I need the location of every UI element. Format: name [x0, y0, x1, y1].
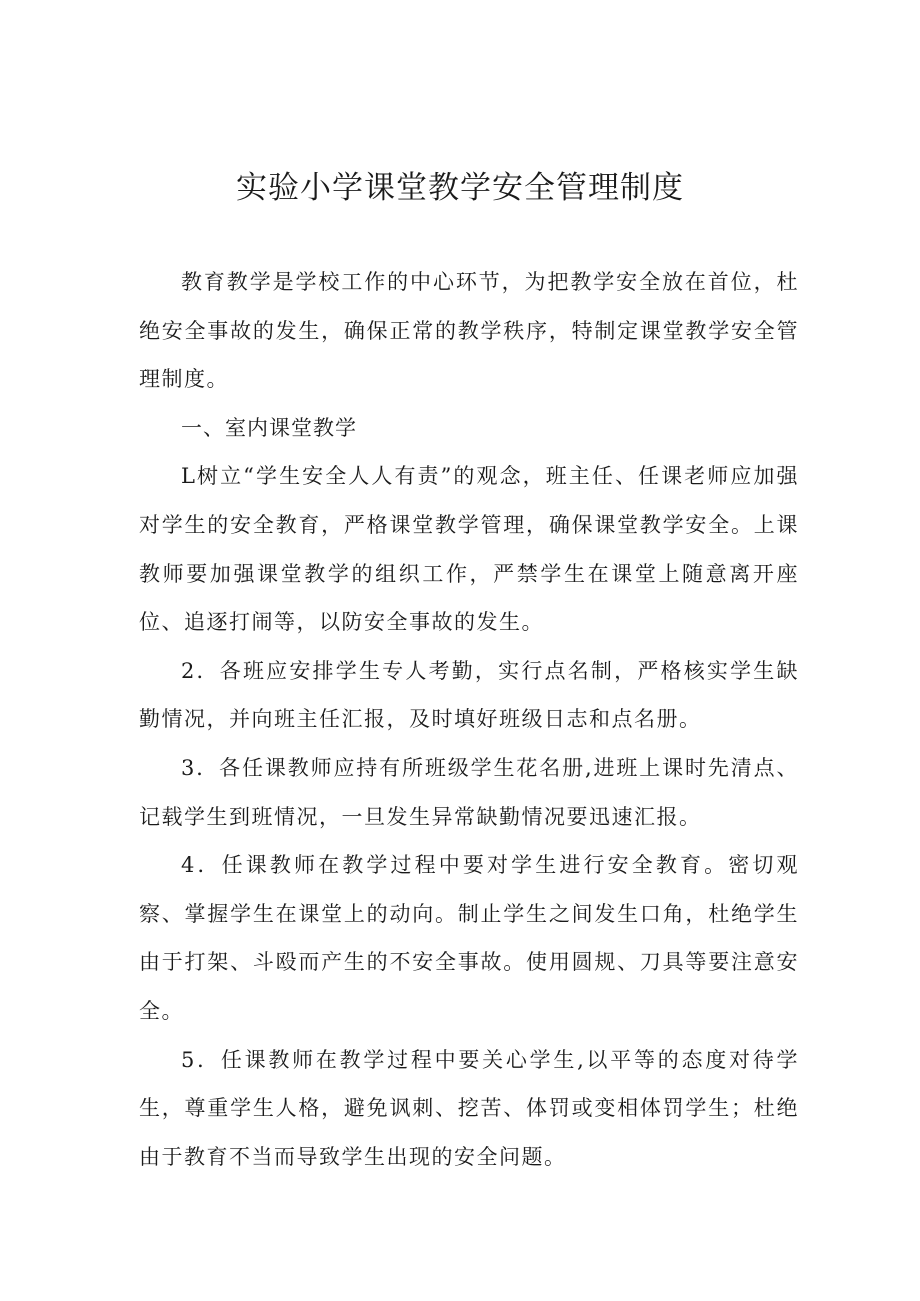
section-heading: 一、室内课堂教学 [181, 415, 357, 440]
list-item-3: 3．各任课教师应持有所班级学生花名册,进班上课时先清点、记载学生到班情况，一旦发生异常缺勤情况要迅速汇报。 [139, 755, 799, 829]
list-item-5: 5．任课教师在教学过程中要关心学生,以平等的态度对待学生，尊重学生人格，避免讽刺、挖苦、体罚或变相体罚学生；杜绝由于教育不当而导致学生出现的安全问题。 [139, 1047, 799, 1169]
document-title: 实验小学课堂教学安全管理制度 [236, 170, 684, 206]
document-body [139, 258, 799, 1181]
list-item-1: L树立“学生安全人人有责”的观念，班主任、任课老师应加强对学生的安全教育，严格课堂教学管理，确保课堂教学安全。上课教师要加强课堂教学的组织工作，严禁学生在课堂上随意离开座位、追逐打闹等，以防安全事故的发生。 [139, 464, 799, 635]
list-item-4: 4．任课教师在教学过程中要对学生进行安全教育。密切观察、掌握学生在课堂上的动向。制止学生之间发生口角，杜绝学生由于打架、斗殴而产生的不安全事故。使用圆规、刀具等要注意安全。 [139, 853, 799, 1023]
list-item-2: 2．各班应安排学生专人考勤，实行点名制，严格核实学生缺勤情况，并向班主任汇报，及时填好班级日志和点名册。 [139, 658, 799, 732]
intro-paragraph: 教育教学是学校工作的中心环节，为把教学安全放在首位，杜绝安全事故的发生，确保正常的教学秩序，特制定课堂教学安全管理制度。 [139, 270, 799, 392]
